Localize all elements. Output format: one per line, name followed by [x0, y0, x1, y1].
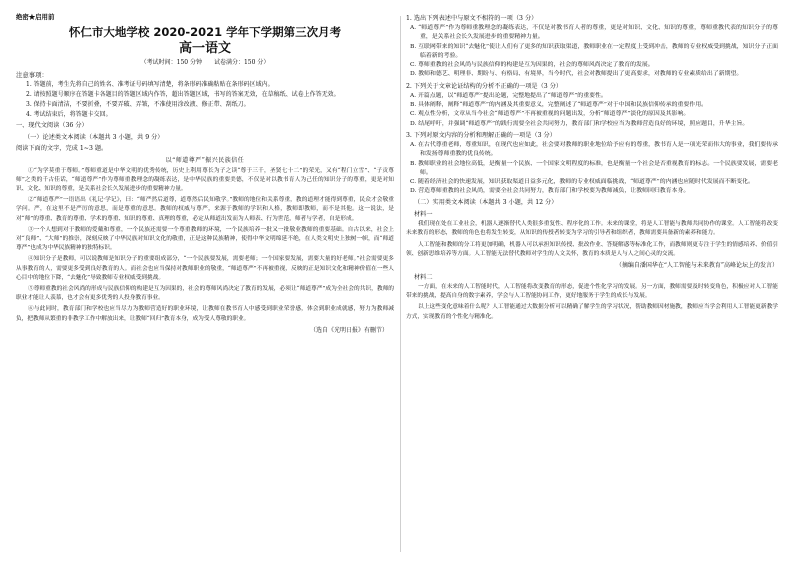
- option-b: B. 互联网带来的知识“去魅化”使让人们有了更多的知识获取渠道，教师职业在一定程度上受到冲击，教师的专业权威受到挑战，知识分子正面临着新的考验。: [410, 43, 778, 59]
- material-paragraph: 我们现在处在工业社会，机器人逐渐替代人类很多重复性、程序化的工作。未来的课堂，将是人工智能与教师共同协作的课堂。人工智能将改变未来教育的形态，教师的角色也将发生转变，从知识的传授者转变为学习的引导者和组织者，教师需要具备新的素养和能力。: [406, 221, 778, 237]
- option-a: A. 开篇点题，以“师道尊严”提出论题，完整地提出了“师道尊严”的重要性。: [410, 92, 607, 99]
- question-3: [406, 131, 778, 197]
- exam-title: 怀仁市大地学校 2020-2021 学年下学期第三次月考: [68, 25, 342, 39]
- option-d: D. 结尾呼吁，并强调“师道尊严”的践行需要全社会共同努力，教育部门和学校应当为教师营造良好的环境，照应题目，升华主旨。: [410, 120, 749, 127]
- exam-info: （考试时间：150 分钟 试卷满分：150 分）: [140, 59, 270, 66]
- question-stem: 1. 选出下列表述中与原文不相符的一项（3 分）: [406, 15, 538, 22]
- column-divider: [400, 16, 401, 552]
- question-1: [406, 14, 778, 80]
- article-paragraph: ⑥与此同时，教育部门和学校也应当尽力为教师营造好的职业环境，让教师在教书育人中感受到职业荣誉感，体会到职业成就感，努力为教师减负，把教师从繁重的非教学工作中解放出来，让教师“回归”教育本身，成为受人尊敬的职业。: [16, 306, 394, 322]
- article-paragraph: ③一个人想到对于教师的爱戴和尊重，一个民族还需要一个尊重教师的环境，一个民族培养一批又一批敬业教师的重要基础。自古以来，社会上对“良师”、“大师”的推崇，深刻反映了中华民族对知识文化的敬重，正是这种民族精神，使得中华文明绵延不绝，在人类文明史上独树一帜，而“师道尊严”也成为中华民族精神的独特标识。: [16, 226, 394, 252]
- option-d: D. 教师和德艺、明理非、期盼与、有格局、有境界，当今时代，社会对教师提出了更高要求，对教师的专业素质给出了新期望。: [410, 71, 743, 78]
- note-item: 3. 保持卡面清洁，不要折叠，不要弄破、弄皱，不准使用涂改液、修正带、刮纸刀。: [26, 101, 250, 108]
- option-d: D. 营造尊师重教的社会风尚，需要全社会共同努力，教育部门和学校要为教师减负，让教师回归教育本身。: [410, 188, 690, 195]
- option-a: A. “师道尊严”作为尊师重教理念的凝练表达，不仅是对教书育人者的尊重，更是对知识、文化、知识的尊重，尊师重教代表的知识分子的尊重，是关系社会长久发展进步的重要精神力量。: [410, 25, 778, 41]
- option-c: C. 观点性分析，文章从当今社会“师道尊严”不再被重视的问题出发，分析“师道尊严”淡化的原因及其影响。: [410, 111, 690, 118]
- option-a: A. 在古代尊重老师，尊重知识，在现代也应如此，社会要对教师的职业地位给予应有的尊重，教书育人是一项光荣而伟大的事业，我们要传承和发扬尊师重教的优良传统。: [410, 141, 778, 158]
- subsection-title: （一）论述类文本阅读（本题共 3 小题，共 9 分）: [24, 133, 164, 141]
- option-c: C. 随着经济社会的快速发展，知识获取渠道日益多元化，教师的专业权威面临挑战，“师道尊严”的内涵也应随时代发展而不断变化。: [410, 179, 754, 186]
- note-item: 2. 请按照题号顺序在答题卡各题目的答题区域内作答，超出答题区域，书写的答案无效，在草稿纸、试卷上作答无效。: [26, 91, 340, 98]
- question-stem: 3. 下列对原文内容的分析和理解正确的一项是（3 分）: [406, 131, 556, 139]
- exam-subject: 高一语文: [178, 41, 231, 56]
- question-2: [406, 82, 778, 129]
- section-title: 一、现代文阅读（36 分）: [16, 122, 88, 129]
- notes-title: 注意事项：: [16, 71, 48, 79]
- material-paragraph: 人工智能和教师的分工将更加明确，机器人可以承担知识传授、批改作业、答疑解惑等标准化工作，而教师则更专注于学生的情感培养、价值引领、创新思维培养等方面。人工智能无法替代教师对学生的人文关怀，教育的本质是人与人之间心灵的交流。: [406, 241, 778, 257]
- right-column: [406, 12, 778, 552]
- option-b: B. 具体阐释，阐释“师道尊严”的内涵及其重要意义，完整阐述了“师道尊严”对于中国和民族信仰传承的重要作用。: [410, 102, 707, 109]
- material-paragraph: 以上这些变化意味着什么呢？人工智能通过大数据分析可以精确了解学生的学习状况，帮助教师因材施教，教师应当学会利用人工智能更新教学方式，实现教育的个性化与精准化。: [406, 304, 778, 320]
- material-1-source: （摘编自潘国华在“人工智能与未来教育”高峰论坛上的发言）: [615, 262, 778, 270]
- material-paragraph: 一方面，在未来的人工智能时代，人工智能将改变教育的形态，促进个性化学习的发展。另一方面，教师需要及时转变角色，积极应对人工智能带来的挑战，提高自身的数字素养，学会与人工智能协同工作，更好地服务于学生的成长与发展。: [406, 284, 778, 300]
- article-paragraph: ⑤尊师重教的社会风尚的形成与民族信仰的构建是互为因果的，社会的尊师风尚决定了教育的发展，必须让“师道尊严”成为全社会的共识，教师的职业才能让人羡慕，也才会有更多优秀的人投身教育事业。: [16, 285, 394, 302]
- article-paragraph: ②“师道尊严”一语语出《礼记·学记》，曰：“师严然后道尊，道尊然后民知敬学。”教师的地位和关系尊重，教的道理才能得到尊重，民众才会敬重学问。严，在这里不是严厉的意思，而是尊重的意思。教师的权威与尊严，来源于教师的学识和人格，教师即教师，而不是其他。这一说法，是对“师”的尊重、教育的尊重、学术的尊重、知识的尊重、真理的尊重，必定从师道出发而为人师表、行为世范，师者与学者，自是形成。: [16, 197, 394, 222]
- material-2-title: 材料二: [414, 274, 433, 282]
- article-paragraph: ①“为学莫重于尊师。”尊师重道是中华文明的优秀传统，历史上利用尊长为子之读“尊于三千，圣贤七十二”的荣光，又有“程门立雪”、“子贡尊师”之类的千古佳话，“师道尊严”作为尊师重教理念的凝练表达，是中华民族的重要美德，不仅是对以教书育人为己任的知识分子的尊重，更是对知识、文化、知识的尊重，是关系社会长久发展进步的重要精神力量。: [16, 167, 394, 192]
- article-title: 以“师道尊严”振兴民族信任: [165, 156, 245, 164]
- option-b: B. 教师职业的社会地位高低，是衡量一个民族、一个国家文明程度的标准，也是衡量一个社会是否重视教育的标志。一个民族要发展，需要老师。: [410, 160, 778, 176]
- option-c: C. 尊师重教的社会风尚与民族信仰的构建是互为因果的，社会的尊师风尚决定了教育的发展。: [410, 62, 654, 69]
- secret-mark: 绝密★启用前: [16, 13, 55, 21]
- subsection-title: （二）实用类文本阅读（本题共 3 小题，共 12 分）: [414, 198, 558, 206]
- note-item: 1. 答题前，考生先将自己的姓名、准考证号码填写清楚，将条形码准确粘贴在条形码区域内。: [26, 81, 274, 88]
- material-1-title: 材料一: [414, 211, 433, 219]
- article-paragraph: ④知识分子是教师，可以说教师是知识分子的重要组成部分，“一个民族要发展，需要老师；一个国家要发展，需要大量的好老师。”社会需要更多从事教育的人，需要更多受到良好教育的人。而社会也应当保持对教师职业的敬重，“师道尊严”不再被重视，反映的正是知识文化和精神价值在一些人心目中的地位下降，“去魅化”导致教师专业权威受到挑战。: [16, 256, 394, 281]
- left-column: [16, 12, 394, 552]
- question-stem: 2. 下列关于文章论证结构的分析不正确的一项是（3 分）: [406, 82, 563, 90]
- reading-instruction: 阅读下面的文字，完成 1~3 题。: [16, 145, 108, 152]
- note-item: 4. 考试结束后，将答题卡交回。: [26, 111, 112, 118]
- article-source: （选自《光明日报》有删节）: [309, 326, 388, 334]
